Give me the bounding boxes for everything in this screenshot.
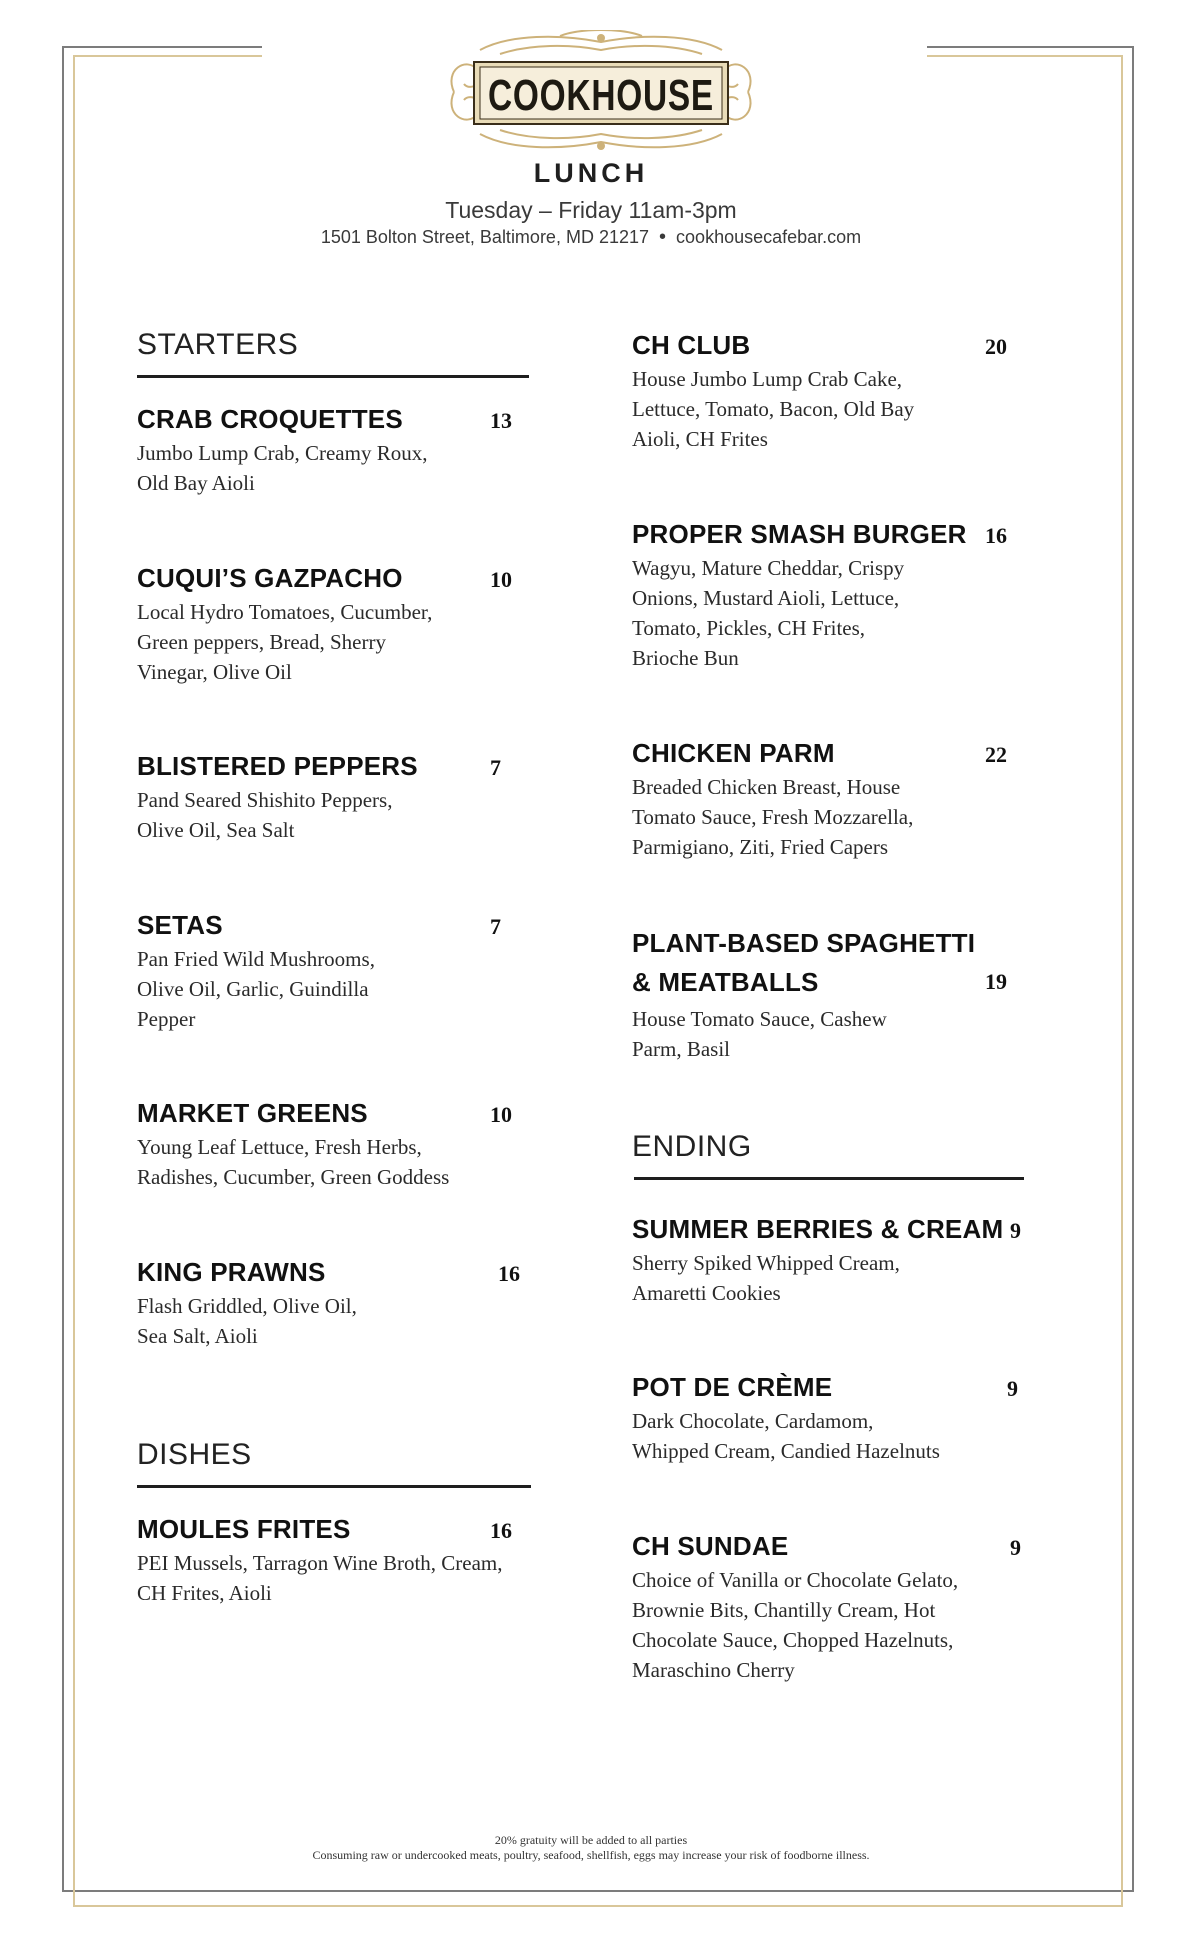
item-name: PROPER SMASH BURGER [632,519,967,549]
item-price: 10 [490,567,512,592]
item-description: Pand Seared Shishito Peppers, Olive Oil, Sea Salt [137,788,393,842]
item-name: PLANT-BASED SPAGHETTI & MEATBALLS [632,928,976,997]
item-price: 16 [985,523,1007,548]
item-price: 22 [985,742,1007,767]
section-rule-ending [634,1177,1024,1180]
item-name: BLISTERED PEPPERS [137,751,418,781]
item-description: Pan Fried Wild Mushrooms, Olive Oil, Garlic, Guindilla Pepper [137,947,375,1031]
item-price: 19 [985,969,1007,994]
cookhouse-logo [440,30,762,154]
section-rule-starters [137,375,529,378]
address-line [0,226,1182,249]
item-name: SETAS [137,910,223,940]
menu-item [632,1529,1032,1685]
item-price: 16 [490,1518,512,1543]
section-rule-dishes [137,1485,531,1488]
section-title-dishes: DISHES [137,1438,252,1471]
menu-item [137,1512,577,1608]
item-price: 9 [1010,1535,1021,1560]
address-text: 1501 Bolton Street, Baltimore, MD 21217 [320,227,649,247]
separator-dot: • [659,226,667,248]
website-link[interactable]: cookhousecafebar.com [676,227,862,247]
health-warning: Consuming raw or undercooked meats, poultry, seafood, shellfish, eggs may increase your risk of foodborne illness. [312,1848,870,1862]
item-name: POT DE CRÈME [632,1372,833,1402]
footer-notice [0,1833,1182,1863]
menu-item [632,1212,1032,1308]
item-description: Local Hydro Tomatoes, Cucumber, Green peppers, Bread, Sherry Vinegar, Olive Oil [137,600,433,684]
item-price: 7 [490,755,501,780]
item-price: 10 [490,1102,512,1127]
item-price: 9 [1010,1218,1021,1243]
item-description: Choice of Vanilla or Chocolate Gelato, Brownie Bits, Chantilly Cream, Hot Chocolate Sauce, Chopped Hazelnuts, Maraschino Cherry [632,1568,959,1682]
section-title-ending: ENDING [632,1130,752,1163]
section-title-starters: STARTERS [137,328,299,361]
item-description: Breaded Chicken Breast, House Tomato Sauce, Fresh Mozzarella, Parmigiano, Ziti, Fried Capers [632,775,914,859]
item-price: 13 [490,408,512,433]
menu-item [137,1255,557,1351]
item-name: CH CLUB [632,330,751,360]
item-name: MARKET GREENS [137,1098,368,1128]
item-name: CHICKEN PARM [632,738,835,768]
hours-text: Tuesday – Friday 11am-3pm [445,197,737,223]
menu-item [137,1096,557,1192]
item-description: PEI Mussels, Tarragon Wine Broth, Cream, CH Frites, Aioli [137,1551,503,1605]
menu-item [137,561,557,687]
item-name: KING PRAWNS [137,1257,326,1287]
item-name: CRAB CROQUETTES [137,404,403,434]
menu-item [632,736,1052,862]
item-name: CH SUNDAE [632,1531,789,1561]
item-price: 9 [1007,1376,1018,1401]
item-description: House Jumbo Lump Crab Cake, Lettuce, Tomato, Bacon, Old Bay Aioli, CH Frites [632,367,915,451]
item-price: 7 [490,914,501,939]
item-description: House Tomato Sauce, Cashew Parm, Basil [632,1007,887,1061]
menu-item [632,924,1052,1064]
item-description: Young Leaf Lettuce, Fresh Herbs, Radishes, Cucumber, Green Goddess [137,1135,450,1189]
menu-item [632,328,1052,454]
item-description: Wagyu, Mature Cheddar, Crispy Onions, Mustard Aioli, Lettuce, Tomato, Pickles, CH Frites, Brioche Bun [632,556,905,670]
item-description: Jumbo Lump Crab, Creamy Roux, Old Bay Aioli [137,441,428,495]
item-description: Sherry Spiked Whipped Cream, Amaretti Cookies [632,1251,900,1305]
item-price: 20 [985,334,1007,359]
menu-item [632,517,1052,673]
item-description: Flash Griddled, Olive Oil, Sea Salt, Aioli [137,1294,357,1348]
item-name: MOULES FRITES [137,1514,351,1544]
item-price: 16 [498,1261,520,1286]
item-description: Dark Chocolate, Cardamom, Whipped Cream, Candied Hazelnuts [632,1409,940,1463]
menu-item [137,749,557,845]
menu-item [632,1370,1032,1466]
gratuity-note: 20% gratuity will be added to all parties [494,1833,688,1847]
menu-item [137,402,557,498]
item-name: SUMMER BERRIES & CREAM [632,1214,1004,1244]
menu-item [137,908,557,1034]
item-name: CUQUI’S GAZPACHO [137,563,403,593]
logo-wordmark: COOKHOUSE [488,71,714,120]
page-title: LUNCH [533,158,649,188]
